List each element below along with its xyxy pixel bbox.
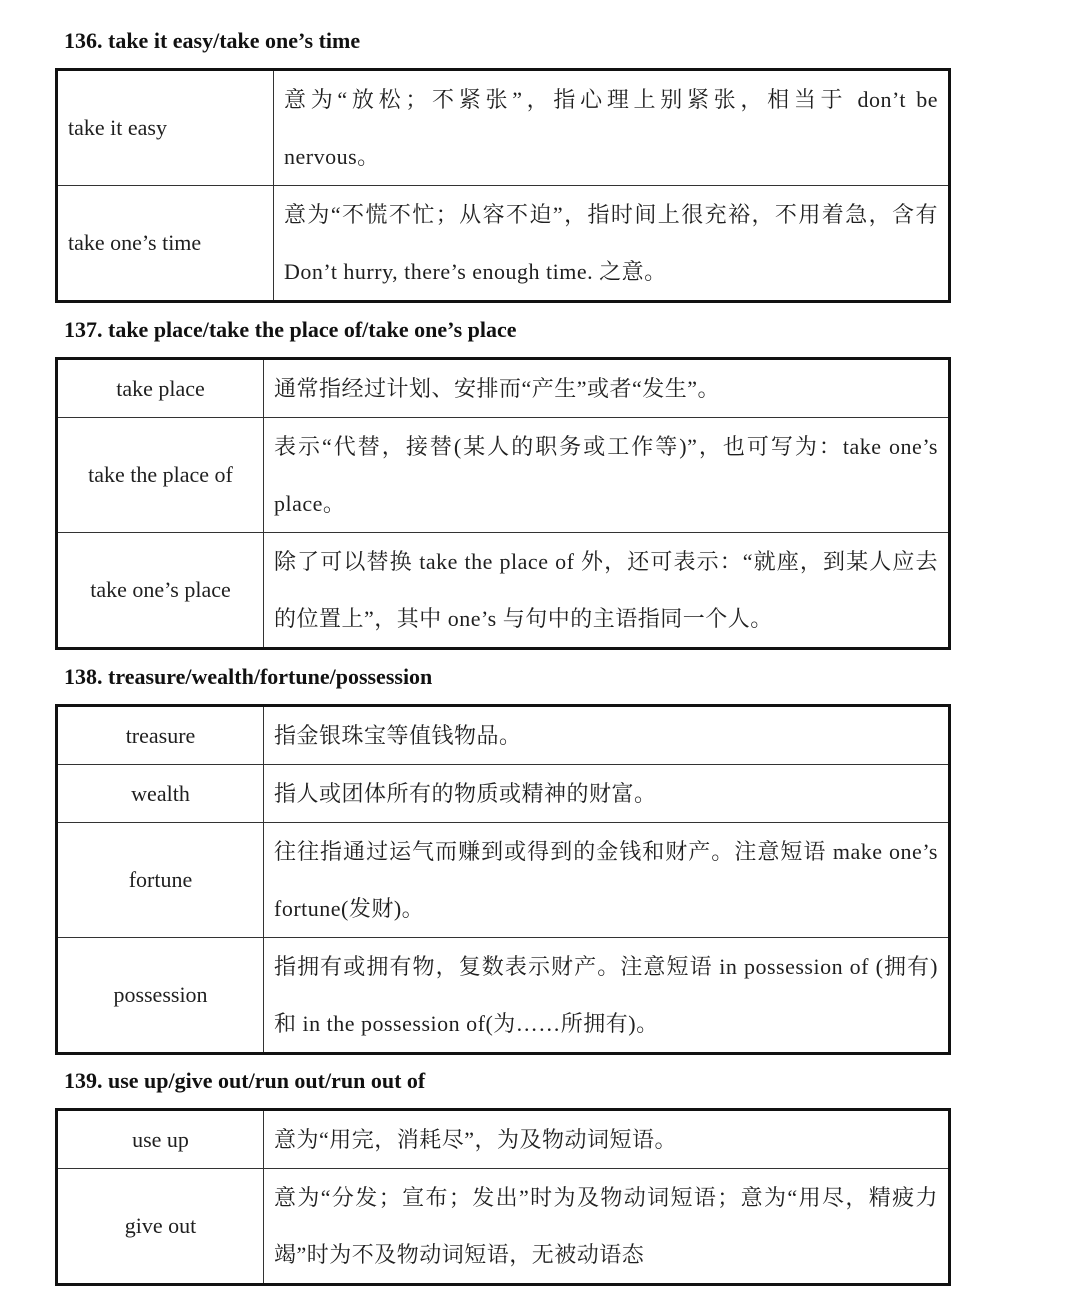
table-row xyxy=(57,1110,950,1169)
table-row xyxy=(57,765,950,823)
vocab-table-136 xyxy=(55,68,951,303)
definition-cell: 表示“代替，接替(某人的职务或工作等)”，也可写为：take one’s place。 xyxy=(264,418,950,533)
table-row xyxy=(57,186,950,302)
term-cell: take place xyxy=(57,359,264,418)
definition-cell: 意为“放松；不紧张”，指心理上别紧张，相当于 don’t be nervous。 xyxy=(274,70,950,186)
table-row xyxy=(57,418,950,533)
table-row xyxy=(57,706,950,765)
term-cell: wealth xyxy=(57,765,264,823)
vocab-table-138 xyxy=(55,704,951,1055)
table-row xyxy=(57,823,950,938)
definition-cell: 除了可以替换 take the place of 外，还可表示：“就座，到某人应去的位置上”，其中 one’s 与句中的主语指同一个人。 xyxy=(264,533,950,649)
section-title-138: 138. treasure/wealth/fortune/possession xyxy=(64,664,433,689)
definition-cell: 指金银珠宝等值钱物品。 xyxy=(264,706,950,765)
definition-cell: 往往指通过运气而赚到或得到的金钱和财产。注意短语 make one’s fortune(发财)。 xyxy=(264,823,950,938)
term-cell: use up xyxy=(57,1110,264,1169)
definition-cell: 意为“用完，消耗尽”，为及物动词短语。 xyxy=(264,1110,950,1169)
table-row xyxy=(57,1169,950,1285)
section-title-136: 136. take it easy/take one’s time xyxy=(64,28,361,53)
definition-cell: 意为“分发；宣布；发出”时为及物动词短语；意为“用尽，精疲力竭”时为不及物动词短语，无被动语态 xyxy=(264,1169,950,1285)
section-title-137: 137. take place/take the place of/take one’s place xyxy=(64,317,517,342)
definition-cell: 通常指经过计划、安排而“产生”或者“发生”。 xyxy=(264,359,950,418)
vocab-table-139 xyxy=(55,1108,951,1286)
vocab-table-137 xyxy=(55,357,951,650)
term-cell: take one’s place xyxy=(57,533,264,649)
term-cell: give out xyxy=(57,1169,264,1285)
term-cell: possession xyxy=(57,938,264,1054)
definition-cell: 指人或团体所有的物质或精神的财富。 xyxy=(264,765,950,823)
term-cell: take the place of xyxy=(57,418,264,533)
table-row xyxy=(57,938,950,1054)
section-title-139: 139. use up/give out/run out/run out of xyxy=(64,1068,426,1093)
table-row xyxy=(57,359,950,418)
definition-cell: 指拥有或拥有物，复数表示财产。注意短语 in possession of (拥有)和 in the possession of(为……所拥有)。 xyxy=(264,938,950,1054)
term-cell: take it easy xyxy=(57,70,274,186)
term-cell: treasure xyxy=(57,706,264,765)
definition-cell: 意为“不慌不忙；从容不迫”，指时间上很充裕，不用着急，含有 Don’t hurry, there’s enough time. 之意。 xyxy=(274,186,950,302)
table-row xyxy=(57,70,950,186)
term-cell: fortune xyxy=(57,823,264,938)
term-cell: take one’s time xyxy=(57,186,274,302)
table-row xyxy=(57,533,950,649)
